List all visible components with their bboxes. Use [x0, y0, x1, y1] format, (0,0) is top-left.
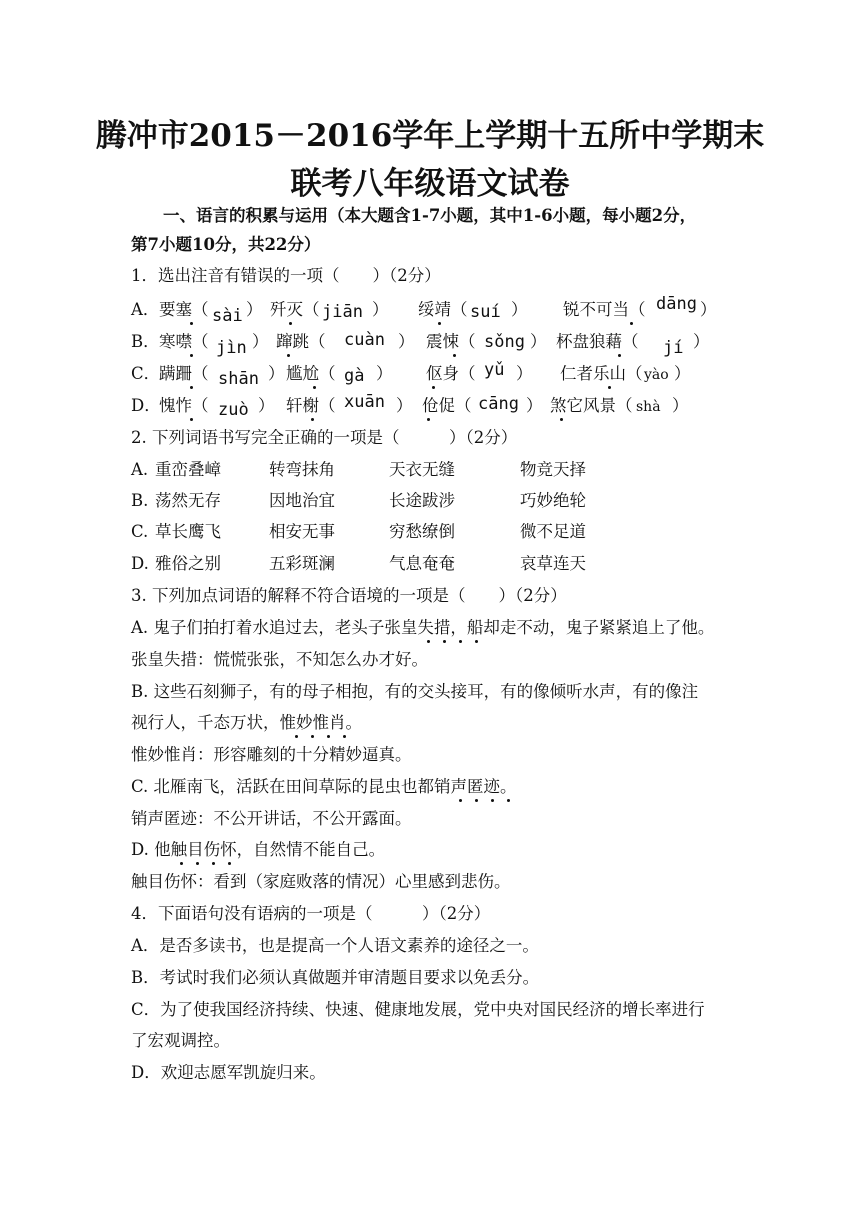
q1-b-word-2: 蹿跳（: [276, 332, 326, 351]
emphasis-dot: [475, 799, 478, 802]
q1-b-word-4: 杯盘狼藉（: [556, 332, 639, 351]
q3-option-a: A. 鬼子们拍打着水追过去，老头子张皇失措，船却走不动，鬼子紧紧追上了他。: [131, 618, 715, 637]
q3-option-a-definition: 张皇失措：慌慌张张，不知怎么办才好。: [131, 650, 428, 669]
q2-b-word-1: 荡然无存: [155, 491, 221, 510]
exam-title-line2: 联考八年级语文试卷: [290, 166, 570, 202]
emphasis-dot: [180, 862, 183, 865]
q2-a-word-2: 转弯抹角: [269, 460, 335, 479]
question-3-stem: 3. 下列加点词语的解释不符合语境的一项是（ ）（2分）: [131, 586, 567, 605]
q1-c-pinyin-1: shān: [218, 369, 259, 389]
q4-option-c: C．为了使我国经济持续、快速、健康地发展，党中央对国民经济的增长率进行: [131, 1000, 705, 1019]
q1-d-close-2: ）: [396, 396, 413, 415]
q1-a-word-1: 要塞（: [159, 300, 209, 319]
q1-option-c-label: C．: [131, 364, 161, 383]
emphasis-dot: [190, 386, 193, 389]
emphasis-dot: [507, 799, 510, 802]
q2-c-word-1: 草长鹰飞: [155, 522, 221, 541]
q3-option-b-definition: 惟妙惟肖：形容雕刻的十分精妙逼真。: [131, 745, 412, 764]
question-1-stem: 1．选出注音有错误的一项（ ）（2分）: [131, 266, 441, 285]
q1-a-pinyin-4: dāng: [656, 294, 697, 314]
q1-a-word-3: 绥靖（: [418, 300, 468, 319]
q1-b-pinyin-4: jí: [663, 338, 684, 358]
q3-option-c-definition: 销声匿迹：不公开讲话，不公开露面。: [131, 809, 412, 828]
emphasis-dot: [196, 862, 199, 865]
q1-d-pinyin-3: cāng: [478, 394, 519, 414]
exam-title-line1: 腾冲市2015－2016学年上学期十五所中学期末: [95, 118, 765, 154]
q2-b-word-3: 长途跋涉: [389, 491, 455, 510]
q1-c-word-3: 伛身（: [426, 364, 476, 383]
emphasis-dot: [289, 322, 292, 325]
emphasis-dot: [453, 354, 456, 357]
q2-option-b-label: B.: [131, 491, 149, 510]
q1-c-word-2: 尴尬（: [286, 364, 336, 383]
q1-c-pinyin-2: gà: [344, 366, 365, 386]
q1-a-word-2: 歼灭（: [270, 300, 320, 319]
emphasis-dot: [459, 640, 462, 643]
emphasis-dot: [311, 735, 314, 738]
section-heading: 一、语言的积累与运用（本大题含1-7小题，其中1-6小题，每小题2分，: [163, 206, 697, 225]
q2-a-word-3: 天衣无缝: [389, 460, 455, 479]
q1-option-a-label: A．: [131, 300, 160, 319]
emphasis-dot: [327, 735, 330, 738]
q4-option-c-cont: 了宏观调控。: [131, 1031, 230, 1050]
emphasis-dot: [427, 418, 430, 421]
q1-d-close-1: ）: [258, 396, 275, 415]
q1-a-pinyin-2: jiān: [322, 302, 363, 322]
emphasis-dot: [190, 322, 193, 325]
q1-c-close-1: ）: [268, 364, 285, 383]
q1-c-pinyin-3: yǔ: [484, 360, 505, 380]
q1-d-pinyin-2: xuān: [344, 392, 385, 412]
emphasis-dot: [475, 640, 478, 643]
q1-b-word-3: 震悚（: [426, 332, 476, 351]
q3-option-d: D. 他触目伤怀，自然情不能自己。: [131, 840, 386, 859]
q2-c-word-2: 相安无事: [269, 522, 335, 541]
emphasis-dot: [311, 418, 314, 421]
q3-option-c: C. 北雁南飞，活跃在田间草际的昆虫也都销声匿迹。: [131, 777, 517, 796]
q1-c-word-4: 仁者乐山（: [560, 364, 643, 383]
q1-b-pinyin-1: jìn: [216, 338, 247, 358]
q2-d-word-1: 雅俗之别: [155, 554, 221, 573]
q1-c-word-1: 蹒跚（: [159, 364, 209, 383]
q2-d-word-3: 气息奄奄: [389, 554, 455, 573]
emphasis-dot: [228, 862, 231, 865]
q1-d-word-1: 愧怍（: [159, 396, 209, 415]
q1-a-close-4: ）: [700, 300, 717, 319]
question-4-stem: 4．下面语句没有语病的一项是（ ）（2分）: [131, 904, 491, 923]
emphasis-dot: [313, 386, 316, 389]
q1-a-close-2: ）: [372, 300, 389, 319]
q1-a-pinyin-3: suí: [470, 302, 501, 322]
q1-d-word-4: 煞它风景（: [550, 396, 633, 415]
emphasis-dot: [630, 322, 633, 325]
emphasis-dot: [618, 354, 621, 357]
q1-b-close-1: ）: [252, 332, 269, 351]
q1-c-close-2: ）: [376, 364, 393, 383]
q1-d-close-3: ）: [526, 396, 543, 415]
emphasis-dot: [443, 640, 446, 643]
emphasis-dot: [287, 354, 290, 357]
q1-d-close-4: ）: [672, 396, 689, 415]
q1-d-word-2: 轩榭（: [286, 396, 336, 415]
q2-d-word-4: 哀草连天: [520, 554, 586, 573]
q2-a-word-1: 重峦叠嶂: [155, 460, 221, 479]
q2-b-word-2: 因地治宜: [269, 491, 335, 510]
q4-option-b: B．考试时我们必须认真做题并审清题目要求以免丢分。: [131, 968, 540, 987]
q2-b-word-4: 巧妙绝轮: [520, 491, 586, 510]
q1-d-pinyin-1: zuò: [218, 400, 249, 420]
emphasis-dot: [190, 354, 193, 357]
q1-c-pinyin-4: yào: [644, 367, 669, 383]
q2-d-word-2: 五彩斑澜: [269, 554, 335, 573]
section-heading-cont: 第7小题10分，共22分）: [131, 235, 321, 254]
q2-a-word-4: 物竞天择: [520, 460, 586, 479]
emphasis-dot: [295, 735, 298, 738]
q3-option-d-definition: 触目伤怀：看到（家庭败落的情况）心里感到悲伤。: [131, 872, 511, 891]
q1-option-d-label: D．: [131, 396, 161, 415]
q1-b-pinyin-2: cuàn: [344, 330, 385, 350]
q1-b-word-1: 寒噤（: [159, 332, 209, 351]
q1-a-pinyin-1: sài: [212, 306, 243, 326]
q1-c-close-4: ）: [674, 364, 691, 383]
q1-d-pinyin-4: shà: [636, 399, 661, 415]
q1-d-word-3: 伧促（: [422, 396, 472, 415]
q2-c-word-4: 微不足道: [520, 522, 586, 541]
q2-option-d-label: D.: [131, 554, 149, 573]
q1-option-b-label: B．: [131, 332, 160, 351]
q1-b-close-4: ）: [693, 332, 710, 351]
q4-option-d: D．欢迎志愿军凯旋归来。: [131, 1063, 326, 1082]
q2-c-word-3: 穷愁缭倒: [389, 522, 455, 541]
q1-a-close-3: ）: [511, 300, 528, 319]
emphasis-dot: [608, 386, 611, 389]
q1-a-close-1: ）: [246, 300, 263, 319]
q4-option-a: A．是否多读书，也是提高一个人语文素养的途径之一。: [131, 936, 539, 955]
q3-option-b: B. 这些石刻狮子，有的母子相抱，有的交头接耳，有的像倾听水声，有的像注: [131, 682, 699, 701]
q1-b-pinyin-3: sǒng: [484, 332, 525, 352]
emphasis-dot: [432, 386, 435, 389]
question-2-stem: 2. 下列词语书写完全正确的一项是（ ）（2分）: [131, 428, 518, 447]
q1-a-word-4: 锐不可当（: [563, 300, 646, 319]
q2-option-a-label: A.: [131, 460, 149, 479]
q3-option-b-cont: 视行人，千态万状，惟妙惟肖。: [131, 713, 362, 732]
emphasis-dot: [427, 640, 430, 643]
emphasis-dot: [459, 799, 462, 802]
emphasis-dot: [343, 735, 346, 738]
q1-c-close-3: ）: [516, 364, 533, 383]
emphasis-dot: [438, 322, 441, 325]
q1-b-close-3: ）: [530, 332, 547, 351]
emphasis-dot: [212, 862, 215, 865]
q2-option-c-label: C.: [131, 522, 149, 541]
q1-b-close-2: ）: [398, 332, 415, 351]
emphasis-dot: [190, 418, 193, 421]
emphasis-dot: [560, 418, 563, 421]
emphasis-dot: [491, 799, 494, 802]
